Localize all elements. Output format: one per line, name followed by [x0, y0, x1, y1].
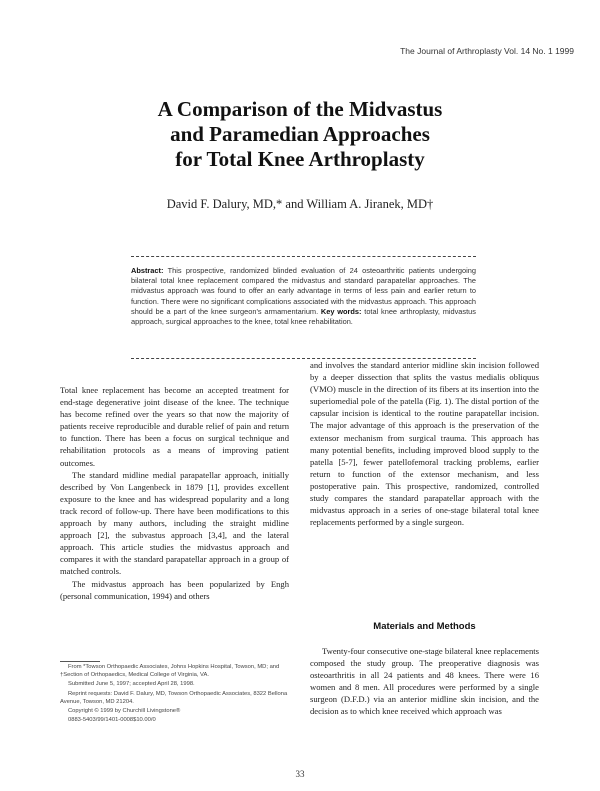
body-paragraph: The midvastus approach has been popularized by Engh (personal communication, 1994) and others	[60, 578, 289, 601]
abstract	[131, 266, 476, 327]
body-paragraph: Total knee replacement has become an accepted treatment for end-stage degenerative joint disease of the knee. The technique has become refined over the years so that now the majority of patients receive reproducible and durable relief of pain and return to function. There has been a focus on surgical technique and rehabilitation protocols as a means of improving patient outcomes.	[60, 385, 289, 468]
title-line-1: A Comparison of the Midvastus	[157, 97, 443, 121]
abstract-text: This prospective, randomized blinded evaluation of 24 osteoarthritic patients undergoing bilateral total knee replacement compared the midvastus and standard parapatellar approaches. The midvastus approach was found to offer an early advantage in terms of less pain and earlier return to function. There were no significant complications associated with the midvastus approach. This approach should be a part of the knee surgeon's armamentarium.	[131, 266, 476, 316]
authors: David F. Dalury, MD,* and William A. Jiranek, MD†	[166, 197, 434, 211]
article-title	[0, 97, 600, 172]
page-number: 33	[295, 769, 305, 779]
keywords-label: Key words:	[320, 306, 362, 316]
methods-column	[310, 645, 539, 718]
abstract-top-rule	[131, 256, 476, 257]
keywords-text: total knee arthroplasty, midvastus approach, surgical approaches to the knee, total knee rehabilitation.	[131, 306, 476, 327]
footnote-code: 0883-5403/99/1401-0008$10.00/0	[68, 717, 156, 724]
body-paragraph: The standard midline medial parapatellar approach, initially described by Von Langenbeck in 1879 [1], provides excellent exposure to the knee and has widespread popularity and a long track record of follow-up. There have been modifications to this approach by many authors, including the straight midline approach [2], the subvastus approach [3,4], and the lateral approach. This article studies the midvastus approach and compares it with the standard parapatellar approach in a group of matched controls.	[60, 469, 289, 577]
footnote-rule	[60, 661, 100, 662]
title-line-3: for Total Knee Arthroplasty	[175, 147, 425, 171]
footnotes	[60, 663, 289, 725]
journal-header: The Journal of Arthroplasty Vol. 14 No. 1 1999	[400, 46, 574, 56]
abstract-label: Abstract:	[131, 266, 164, 275]
footnote-reprints: Reprint requests: David F. Dalury, MD, Towson Orthopaedic Associates, 8322 Bellona Avenue, Towson, MD 21204.	[60, 690, 288, 705]
body-left-column	[60, 384, 289, 602]
footnote-dates: Submitted June 5, 1997; accepted April 28, 1998.	[68, 681, 195, 688]
section-heading-methods: Materials and Methods	[373, 621, 476, 632]
title-line-2: and Paramedian Approaches	[170, 122, 430, 146]
body-paragraph: Twenty-four consecutive one-stage bilateral knee replacements composed the study group. The preoperative diagnosis was osteoarthritis in all 24 patients and 48 knees. There were 16 women and 8 men. All procedures were performed by a single surgeon (D.F.D.) via an anterior midline skin incision, and the decision as to which knee received which approach was	[310, 646, 539, 717]
footnote-affiliation: From *Towson Orthopaedic Associates, Johns Hopkins Hospital, Towson, MD; and †Section of Orthopaedics, Medical College of Virginia, VA.	[60, 664, 280, 679]
footnote-copyright: Copyright © 1999 by Churchill Livingstone®	[68, 708, 181, 715]
body-paragraph: and involves the standard anterior midline skin incision followed by a deeper dissection that splits the vastus medialis obliquus (VMO) muscle in the direction of its fibers at its insertion into the superiomedial pole of the patella (Fig. 1). The distal portion of the capsular incision is identical to the routine parapatellar incision. The major advantage of this approach is the preservation of the extensor mechanism from surgical trauma. This approach has many potential benefits, including improved blood supply to the patella [5-7], fewer patellofemoral tracking problems, earlier return to function of the extensor mechanism, and less postoperative pain. This prospective, randomized, controlled study compares the standard parapatellar approach with the midvastus approach in a series of one-stage bilateral total knee replacements performed by a single surgeon.	[310, 360, 539, 528]
body-right-column	[310, 359, 539, 528]
